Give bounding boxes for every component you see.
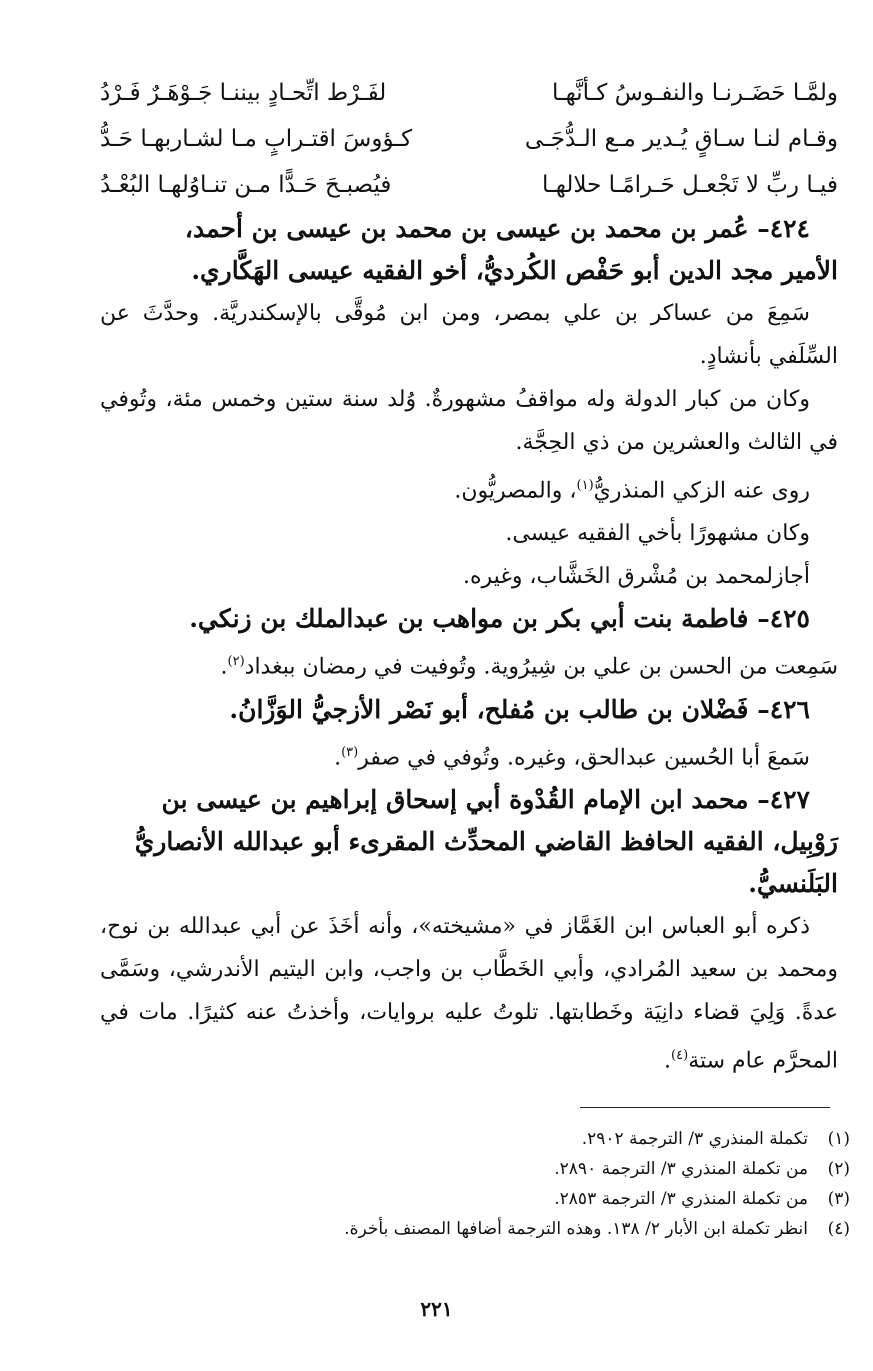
entry-427-title: ٤٢٧– محمد ابن الإمام القُدْوة أبي إسحاق إبراهيم بن عيسى بن رَوْبِيل، الفقيه الحافظ القاضي المحدِّث المقرىء أبو عبدالله الأنصاريُّ البَلَنسيُّ.	[134, 784, 838, 898]
verse-second-half: لفَـرْط اتِّحـادٍ بيننـا جَـوْهَـرٌ فَـرْدُ	[100, 80, 387, 106]
verse-second-half: كـؤوسَ اقتـرابٍ مـا لشـاربهـا حَـدُّ	[100, 126, 413, 152]
footnote-number: (١)	[827, 1129, 850, 1149]
footnote-ref[interactable]: (٢)	[227, 654, 245, 670]
footnote-ref[interactable]: (٤)	[671, 1047, 689, 1063]
entry-424-title: ٤٢٤– عُمر بن محمد بن عيسى بن محمد بن عيسى بن أحمد، الأمير مجد الدين أبو حَفْص الكُرديُّ، أخو الفقيه عيسى الهَكَّاري.	[184, 214, 838, 285]
footnote-text: تكملة المنذري ٣/ الترجمة ٢٩٠٢.	[581, 1129, 808, 1149]
entry-426-paragraph: سَمعَ أبا الحُسين عبدالحق، وغيره. وتُوفي في صفر$^{(٣)}$.	[334, 744, 810, 770]
footnote-text: من تكملة المنذري ٣/ الترجمة ٢٨٩٠.	[554, 1159, 808, 1179]
verse-first-half: وقـام لنـا سـاقٍ يُـدير مـع الـدُّجَـى	[524, 126, 838, 152]
entry-424-paragraph: روى عنه الزكي المنذريُّ$^{(١)}$، والمصريُّون.	[454, 478, 810, 504]
footnote-text: انظر تكملة ابن الأبار ٢/ ١٣٨. وهذه الترجمة أضافها المصنف بأخرة.	[344, 1219, 808, 1239]
poem-verse	[100, 70, 838, 116]
footnote-item	[150, 1184, 850, 1214]
footnote-ref[interactable]: (٣)	[341, 744, 359, 760]
verse-second-half: فيُصبـحَ حَـدًّا مـن تنـاوُلهـا البُعْـدُ	[100, 172, 392, 198]
footnote-text: من تكملة المنذري ٣/ الترجمة ٢٨٥٣.	[554, 1189, 808, 1209]
entry-426-title: ٤٢٦– فَضْلان بن طالب بن مُفلح، أبو نَصْر الأزجيُّ الوَزَّانُ.	[229, 694, 810, 724]
entry-424-paragraph: وكان من كبار الدولة وله مواقفُ مشهورةٌ. وُلد سنة ستين وخمس مئة، وتُوفي في الثالث والعشرين من ذي الحِجَّة.	[100, 387, 838, 455]
entry-425-title: ٤٢٥– فاطمة بنت أبي بكر بن مواهب بن عبدالملك بن زنكي.	[189, 604, 810, 634]
entry-427-paragraph: ذكره أبو العباس ابن الغَمَّاز في «مشيخته»، وأنه أخَذَ عن أبي عبدالله بن نوح، ومحمد بن سعيد المُرادي، وأبي الخَطَّاب بن واجب، وابن اليتيم الأندرشي، وسَمَّى عدةً. وَلِيَ قضاء دانِيَة وخَطابتها. تلوتُ عليه بروايات، وأخذتُ عنه كثيرًا. مات في المحرَّم عام ستة$^{(٤)}$.	[100, 913, 838, 1074]
entry-424-paragraph: وكان مشهورًا بأخي الفقيه عيسى.	[505, 521, 810, 547]
footnote-number: (٤)	[827, 1219, 850, 1239]
verse-first-half: فيـا ربِّ لا تَجْعـل حَـرامًـا حلالهـا	[541, 172, 838, 198]
entry-424-paragraph: أجازلمحمد بن مُشْرق الخَشَّاب، وغيره.	[463, 564, 810, 590]
footnote-number: (٢)	[827, 1159, 850, 1179]
footnote-number: (٣)	[827, 1189, 850, 1209]
footnote-item	[150, 1214, 850, 1244]
verse-first-half: ولمَّـا حَضَـرنـا والنفـوسُ كـأنَّهـا	[551, 80, 838, 106]
entry-425-paragraph: سَمِعت من الحسن بن علي بن شِيرُوية. وتُوفيت في رمضان ببغداد$^{(٢)}$.	[220, 654, 838, 680]
footnote-ref[interactable]: (١)	[576, 478, 594, 493]
footnotes	[150, 1124, 850, 1244]
poem-verse	[100, 162, 838, 208]
footnote-divider	[580, 1107, 830, 1108]
poem-verse	[100, 116, 838, 162]
footnote-item	[150, 1124, 850, 1154]
footnote-item	[150, 1154, 850, 1184]
entry-424-paragraph: سَمِعَ من عساكر بن علي بمصر، ومن ابن مُوقَّى بالإسكندريَّة. وحدَّثَ عن السِّلَفي بأنشادٍ.	[100, 301, 838, 369]
page-number: ٢٢١	[420, 1297, 453, 1321]
main-text	[100, 70, 838, 1082]
